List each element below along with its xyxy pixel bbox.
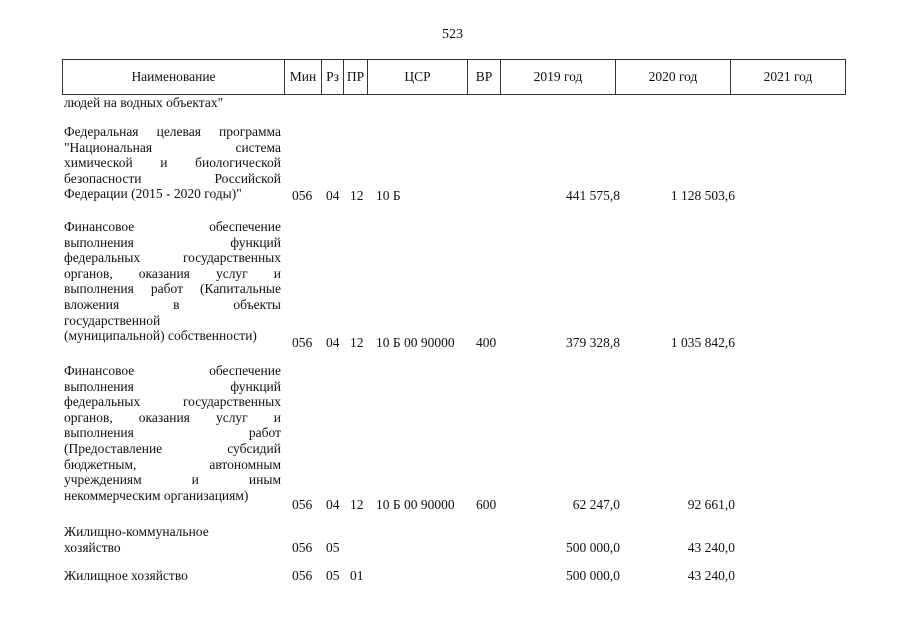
row-y2019: 62 247,0 <box>572 497 620 512</box>
row-pr: 12 <box>350 188 364 203</box>
row-name: людей на водных объектах" <box>64 95 224 110</box>
page-number: 523 <box>442 27 463 42</box>
row-pr: 12 <box>350 497 364 512</box>
row-rz: 04 <box>326 497 340 512</box>
header-csr: ЦСР <box>368 60 468 95</box>
row-name: Жилищное хозяйство <box>64 568 188 583</box>
row-y2019: 441 575,8 <box>566 188 620 203</box>
header-vr: ВР <box>468 60 501 95</box>
row-vr: 400 <box>476 335 497 350</box>
row-csr: 10 Б 00 90000 <box>376 497 455 512</box>
header-pr: ПР <box>344 60 368 95</box>
header-min: Мин <box>285 60 322 95</box>
row-y2020: 92 661,0 <box>687 497 735 512</box>
row-name: Жилищно-коммунальное хозяйство <box>64 524 209 555</box>
header-y2021: 2021 год <box>731 60 846 95</box>
header-name: Наименование <box>63 60 285 95</box>
row-y2019: 500 000,0 <box>566 568 620 583</box>
row-min: 056 <box>292 568 313 583</box>
row-y2020: 1 035 842,6 <box>670 335 735 350</box>
row-y2019: 379 328,8 <box>566 335 620 350</box>
header-y2020: 2020 год <box>616 60 731 95</box>
row-vr: 600 <box>476 497 497 512</box>
row-y2020: 43 240,0 <box>687 540 735 555</box>
row-rz: 05 <box>326 540 340 555</box>
row-name: Федеральная целевая программа "Национальная система химической и биологической безопасности Российской Федерации (2015 - 2020 годы)" <box>64 124 281 202</box>
row-rz: 04 <box>326 188 340 203</box>
row-min: 056 <box>292 188 313 203</box>
row-name: Финансовое обеспечение выполнения функций федеральных государственных органов, оказания услуг и выполнения работ (Предоставление субсидий бюджетным, автономным учреждениям и иным некоммерческим организациям) <box>64 363 281 503</box>
row-rz: 04 <box>326 335 340 350</box>
row-y2020: 1 128 503,6 <box>670 188 735 203</box>
row-pr: 01 <box>350 568 364 583</box>
row-min: 056 <box>292 497 313 512</box>
row-name: Финансовое обеспечение выполнения функций федеральных государственных органов, оказания услуг и выполнения работ (Капитальные вложения в объекты государственной (муниципальной) собственности) <box>64 219 281 344</box>
header-y2019: 2019 год <box>501 60 616 95</box>
row-min: 056 <box>292 540 313 555</box>
row-min: 056 <box>292 335 313 350</box>
row-y2020: 43 240,0 <box>687 568 735 583</box>
row-y2019: 500 000,0 <box>566 540 620 555</box>
row-csr: 10 Б <box>376 188 401 203</box>
row-rz: 05 <box>326 568 340 583</box>
row-pr: 12 <box>350 335 364 350</box>
row-csr: 10 Б 00 90000 <box>376 335 455 350</box>
header-rz: Рз <box>322 60 344 95</box>
